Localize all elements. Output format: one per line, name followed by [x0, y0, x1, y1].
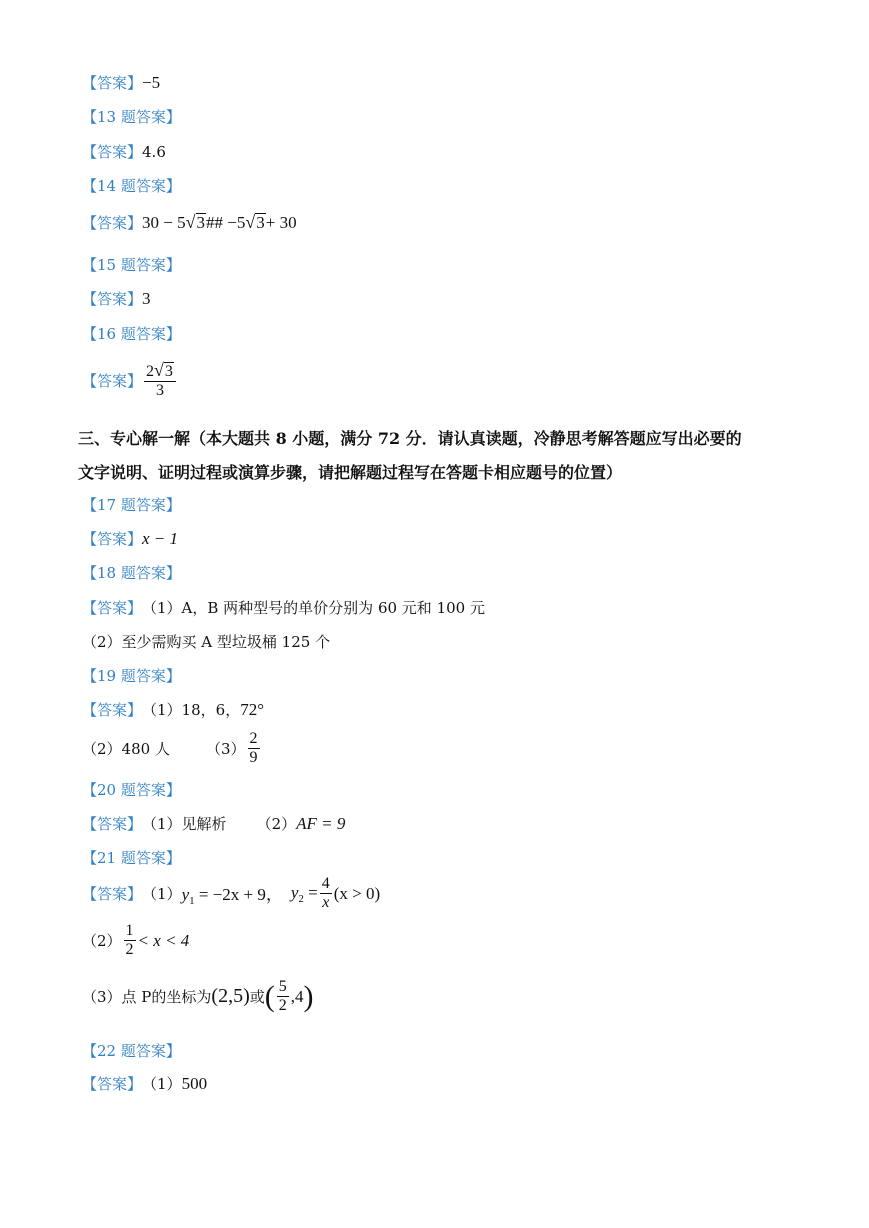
question-22-heading: 【22 题答案】 [82, 1042, 181, 1060]
section-heading-line-1: 三、专心解一解（本大题共 8 小题，满分 72 分．请认真读题，冷静思考解答题应写出必要的 [78, 429, 742, 448]
condition: (x > 0) [333, 883, 381, 903]
answer-14 [82, 212, 297, 233]
fraction [320, 875, 332, 913]
point-1: (2,5) [211, 985, 250, 1008]
fraction-denominator: 2 [125, 941, 134, 959]
answer-value: 3 [142, 288, 151, 308]
answer-value: 4.6 [142, 142, 166, 161]
y2-expression: $y_2$ = [290, 882, 318, 905]
answer-part: 30 − 5 [142, 212, 186, 232]
answer-19-2: （2）480 人 [82, 740, 170, 759]
answer-separator: ## −5 [206, 212, 246, 232]
fraction-denominator: 3 [155, 382, 164, 400]
right-paren: ) [303, 979, 314, 1013]
answer-angle: 72° [240, 699, 265, 719]
answer-18-1 [82, 597, 485, 618]
answer-label: 【答案】 [82, 290, 143, 308]
answer-19-2-3 [82, 730, 262, 768]
fraction-denominator: x [322, 894, 330, 912]
fraction-numerator: 1 [124, 922, 136, 941]
fraction [277, 978, 289, 1016]
answer-21-1-prefix: （1） [142, 885, 182, 904]
answer-label: 【答案】 [82, 599, 143, 617]
answer-label: 【答案】 [82, 701, 143, 719]
fraction-denominator: 2 [278, 997, 287, 1015]
sqrt-expression: √ 3 [245, 212, 265, 233]
fraction [144, 360, 176, 401]
answer-label: 【答案】 [82, 885, 143, 904]
question-19-heading: 【19 题答案】 [82, 667, 181, 685]
answer-label: 【答案】 [82, 143, 143, 161]
answer-21-3-prefix: （3）点 P的坐标为 [82, 988, 212, 1007]
section-heading-line-2: 文字说明、证明过程或演算步骤，请把解题过程写在答题卡相应题号的位置） [78, 463, 623, 482]
answer-label: 【答案】 [82, 815, 143, 833]
question-18-heading: 【18 题答案】 [82, 564, 181, 582]
answer-label: 【答案】 [82, 530, 143, 548]
answer-22-1-prefix: （1） [142, 1075, 182, 1093]
answer-20-2-prefix: （2） [256, 815, 297, 833]
fraction-numerator: 4 [320, 875, 332, 894]
fraction-denominator: 9 [249, 749, 258, 767]
fraction-numerator: 2 √ 3 [144, 360, 176, 382]
answer-20 [82, 813, 345, 834]
answer-value: （1）A，B 两种型号的单价分别为 60 元和 100 元 [142, 599, 485, 617]
answer-16 [82, 360, 178, 401]
answer-20-2-value: AF = 9 [296, 813, 346, 833]
answer-15 [82, 288, 151, 309]
fraction-numerator: 5 [277, 978, 289, 997]
answer-label: 【答案】 [82, 74, 143, 92]
sqrt-expression: √ 3 [185, 212, 205, 233]
fraction [248, 730, 260, 768]
left-paren: ( [264, 979, 275, 1013]
question-16-heading: 【16 题答案】 [82, 325, 181, 343]
answer-19-1 [82, 699, 264, 720]
answer-20-1: （1）见解析 [142, 815, 227, 833]
question-14-heading: 【14 题答案】 [82, 177, 181, 195]
fraction [124, 922, 136, 960]
answer-label: 【答案】 [82, 371, 143, 390]
answer-label: 【答案】 [82, 1075, 143, 1093]
answer-17 [82, 528, 178, 549]
point-2-tail: ,4 [290, 986, 304, 1006]
answer-21-1 [82, 875, 380, 913]
answer-21-2-prefix: （2） [82, 932, 122, 951]
answer-18-2: （2）至少需购买 A 型垃圾桶 125 个 [82, 633, 331, 651]
answer-label: 【答案】 [82, 214, 143, 232]
question-17-heading: 【17 题答案】 [82, 496, 181, 514]
fraction-numerator: 2 [248, 730, 260, 749]
question-21-heading: 【21 题答案】 [82, 849, 181, 867]
question-15-heading: 【15 题答案】 [82, 256, 181, 274]
answer-value: x − 1 [142, 528, 179, 548]
answer-21-3 [82, 978, 314, 1016]
answer-value: 500 [181, 1073, 208, 1093]
radicand: 3 [196, 213, 205, 233]
answer-19-3-prefix: （3） [205, 740, 246, 759]
answer-21-2 [82, 922, 189, 960]
y1-expression: $y_1 = -2x + 9$， [181, 885, 283, 908]
radicand: 3 [256, 213, 265, 233]
question-13-heading: 【13 题答案】 [82, 108, 181, 126]
answer-13 [82, 141, 166, 162]
inequality: < x < 4 [137, 930, 190, 950]
question-20-heading: 【20 题答案】 [82, 781, 181, 799]
answer-value: （1）18，6， [142, 701, 241, 719]
or-word: 或 [249, 988, 265, 1007]
answer-12 [82, 72, 160, 93]
answer-22-1 [82, 1073, 207, 1094]
answer-value: −5 [142, 72, 161, 92]
answer-part: + 30 [265, 212, 297, 232]
